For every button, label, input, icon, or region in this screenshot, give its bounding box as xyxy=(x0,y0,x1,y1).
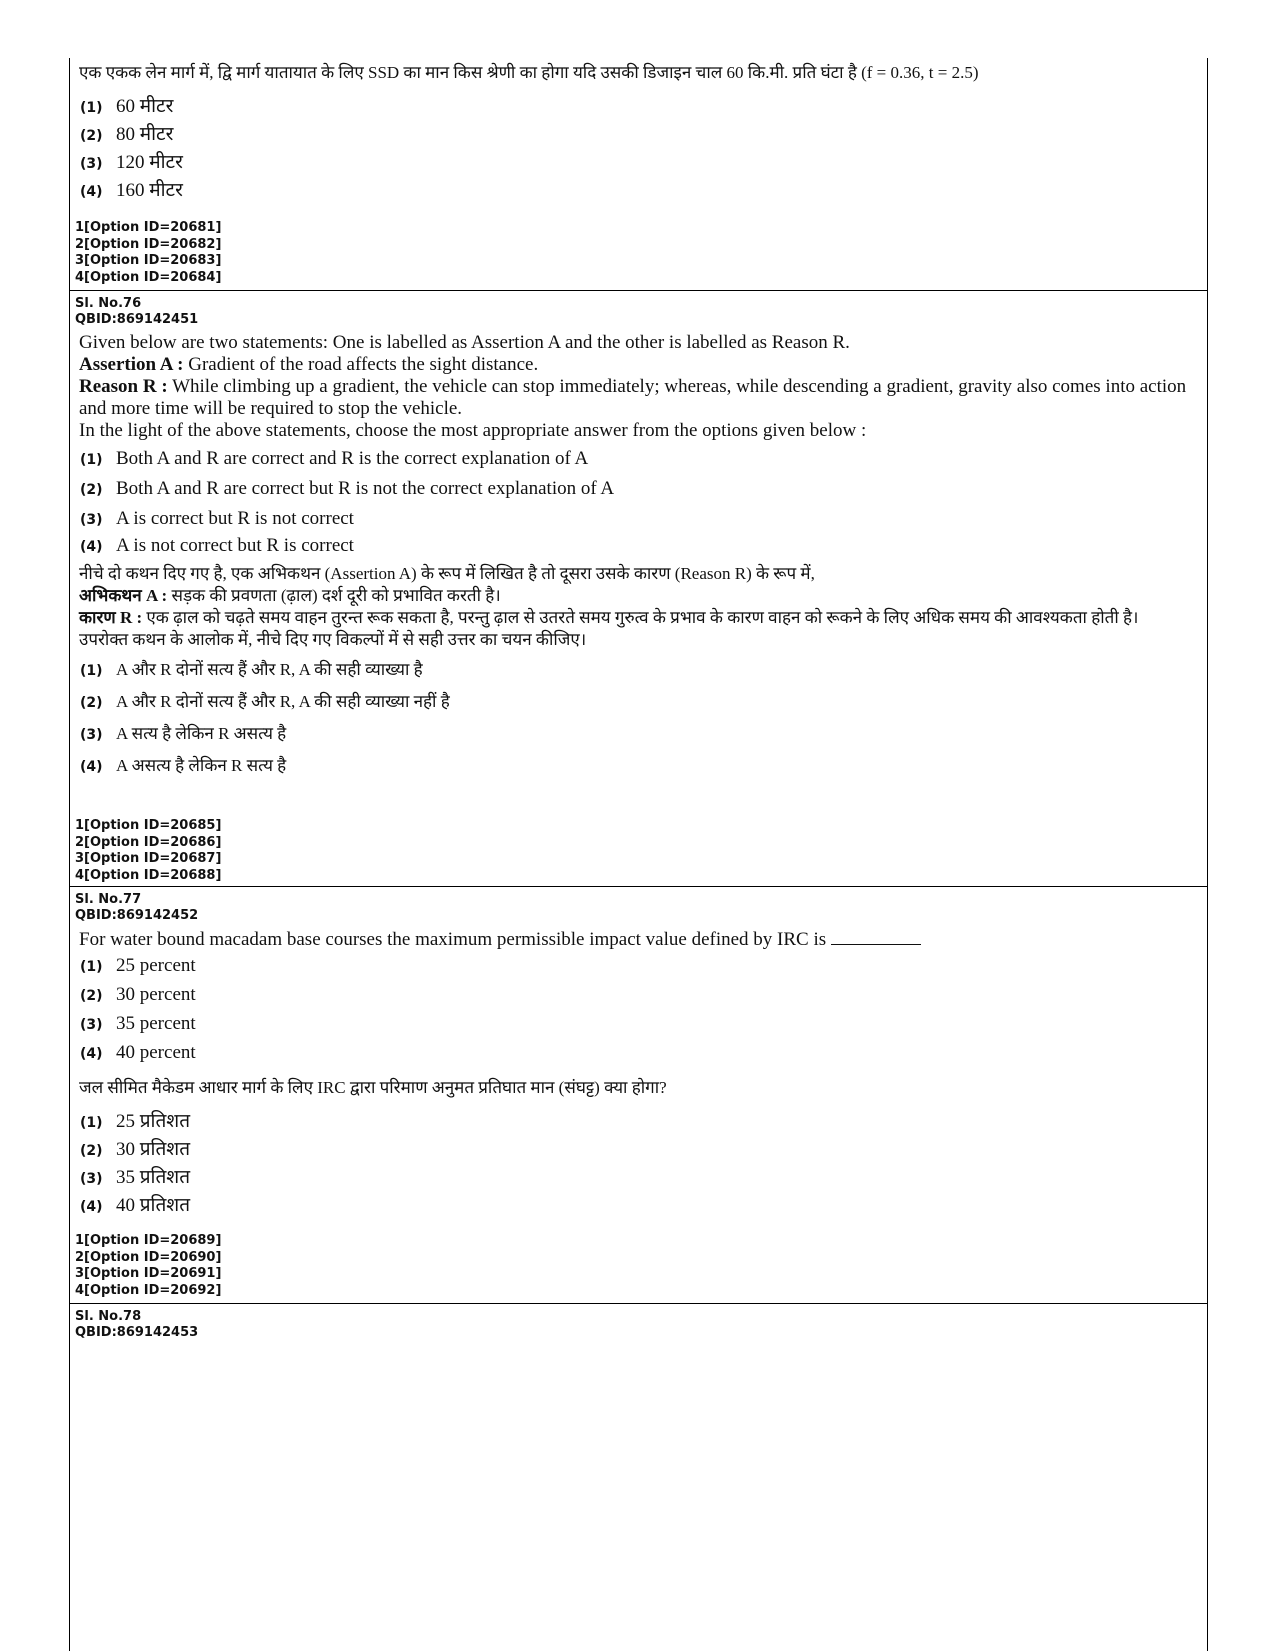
question-77-options-english xyxy=(75,955,1197,1071)
option-4: (4) 40 प्रतिशत xyxy=(80,1195,191,1216)
option-id: 1[Option ID=20681] xyxy=(75,220,222,235)
question-76-reason-hindi xyxy=(75,607,1197,629)
option-id: 4[Option ID=20688] xyxy=(75,867,222,883)
question-77-text-english: For water bound macadam base courses the maximum permissible impact value defined by IRC is xyxy=(75,928,1197,951)
section-divider xyxy=(70,1303,1207,1304)
answer-blank xyxy=(831,928,921,945)
option-id: 3[Option ID=20687] xyxy=(75,851,222,866)
option-id: 2[Option ID=20690] xyxy=(75,1249,222,1265)
option-2: (2) 30 प्रतिशत xyxy=(80,1139,191,1160)
option-3: (3) 120 मीटर xyxy=(80,152,183,173)
question-77-option-ids xyxy=(70,1233,1207,1299)
option-4: (4) A is not correct but R is correct xyxy=(80,535,354,556)
question-76-option-ids xyxy=(70,818,1207,884)
question-76-options-english xyxy=(75,448,1197,563)
section-divider xyxy=(70,290,1207,291)
option-1: (1) 60 मीटर xyxy=(80,96,174,117)
question-76-options-hindi xyxy=(75,657,1197,785)
reason-label: कारण R : xyxy=(79,608,143,627)
serial-number: Sl. No.78 xyxy=(75,1309,142,1324)
option-id: 1[Option ID=20685] xyxy=(75,818,222,833)
reason-text: While climbing up a gradient, the vehicle can stop immediately; whereas, while descending a gradient, gravity also comes into action and more time will be required to stop the vehicle. xyxy=(79,376,1187,419)
option-2: (2) 80 मीटर xyxy=(80,124,174,145)
section-divider xyxy=(70,886,1207,887)
question-75-options-hindi xyxy=(75,92,1197,204)
option-id: 4[Option ID=20692] xyxy=(75,1282,222,1298)
question-77-text-hindi: जल सीमित मैकेडम आधार मार्ग के लिए IRC द्वारा परिमाण अनुमत प्रतिघात मान (संघट्ट) क्या होगा? xyxy=(79,1078,667,1097)
question-76-intro-hindi: नीचे दो कथन दिए गए है, एक अभिकथन (Assertion A) के रूप में लिखित है तो दूसरा उसके कारण (Reason R) के रूप में, xyxy=(79,564,815,583)
question-75-text-hindi: एक एकक लेन मार्ग में, द्वि मार्ग यातायात के लिए SSD का मान किस श्रेणी का होगा यदि उसकी डिजाइन चाल 60 कि.मी. प्रति घंटा है (f = 0.36, t = 2.5) xyxy=(79,63,979,82)
option-2: (2) 30 percent xyxy=(80,984,196,1005)
question-76-instruction-hindi: उपरोक्त कथन के आलोक में, नीचे दिए गए विकल्पों में से सही उत्तर का चयन कीजिए। xyxy=(79,630,587,649)
option-2: (2) Both A and R are correct but R is not the correct explanation of A xyxy=(80,478,615,499)
question-77-options-hindi xyxy=(75,1107,1197,1219)
option-id: 2[Option ID=20686] xyxy=(75,834,222,850)
question-76-assertion-hindi xyxy=(75,585,1197,607)
serial-number: Sl. No.77 xyxy=(75,892,142,907)
question-78-block xyxy=(70,1309,1207,1341)
assertion-label: अभिकथन A : xyxy=(79,586,168,605)
question-76-block xyxy=(70,296,1207,785)
option-4: (4) 40 percent xyxy=(80,1042,196,1063)
option-id: 2[Option ID=20682] xyxy=(75,236,222,252)
question-76-intro-english: Given below are two statements: One is labelled as Assertion A and the other is labelled as Reason R. xyxy=(79,332,850,353)
reason-label: Reason R : xyxy=(79,376,168,397)
option-id: 1[Option ID=20689] xyxy=(75,1233,222,1248)
question-75-block xyxy=(70,62,1207,204)
qbid: QBID:869142452 xyxy=(75,908,199,923)
question-paper-page xyxy=(69,58,1208,1651)
option-id: 4[Option ID=20684] xyxy=(75,269,222,285)
option-1: (1) A और R दोनों सत्य हैं और R, A की सही व्याख्या है xyxy=(80,660,423,679)
assertion-label: Assertion A : xyxy=(79,354,184,375)
option-4: (4) 160 मीटर xyxy=(80,180,183,201)
option-4: (4) A असत्य है लेकिन R सत्य है xyxy=(80,756,287,775)
question-77-block xyxy=(70,892,1207,1219)
option-1: (1) Both A and R are correct and R is the correct explanation of A xyxy=(80,448,589,469)
assertion-text: Gradient of the road affects the sight distance. xyxy=(183,354,539,375)
serial-number: Sl. No.76 xyxy=(75,296,142,311)
option-1: (1) 25 percent xyxy=(80,955,196,976)
option-id: 3[Option ID=20691] xyxy=(75,1266,222,1281)
assertion-text: सड़क की प्रवणता (ढ़ाल) दर्श दूरी को प्रभावित करती है। xyxy=(167,586,501,605)
question-76-reason-english xyxy=(75,376,1197,420)
option-3: (3) A is correct but R is not correct xyxy=(80,508,354,529)
question-76-instruction-english: In the light of the above statements, choose the most appropriate answer from the options given below : xyxy=(79,420,867,441)
question-76-assertion-english xyxy=(75,354,1197,376)
option-1: (1) 25 प्रतिशत xyxy=(80,1111,191,1132)
reason-text: एक ढ़ाल को चढ़ते समय वाहन तुरन्त रूक सकता है, परन्तु ढ़ाल से उतरते समय गुरुत्व के प्रभाव के कारण वाहन को रूकने के लिए अधिक समय की आवश्यकता होती है। xyxy=(142,608,1139,627)
option-3: (3) 35 percent xyxy=(80,1013,196,1034)
qbid: QBID:869142453 xyxy=(75,1325,199,1340)
option-2: (2) A और R दोनों सत्य हैं और R, A की सही व्याख्या नहीं है xyxy=(80,692,450,711)
option-3: (3) A सत्य है लेकिन R असत्य है xyxy=(80,724,287,743)
option-id: 3[Option ID=20683] xyxy=(75,253,222,268)
qbid: QBID:869142451 xyxy=(75,312,199,327)
question-75-option-ids xyxy=(70,220,1207,286)
option-3: (3) 35 प्रतिशत xyxy=(80,1167,191,1188)
